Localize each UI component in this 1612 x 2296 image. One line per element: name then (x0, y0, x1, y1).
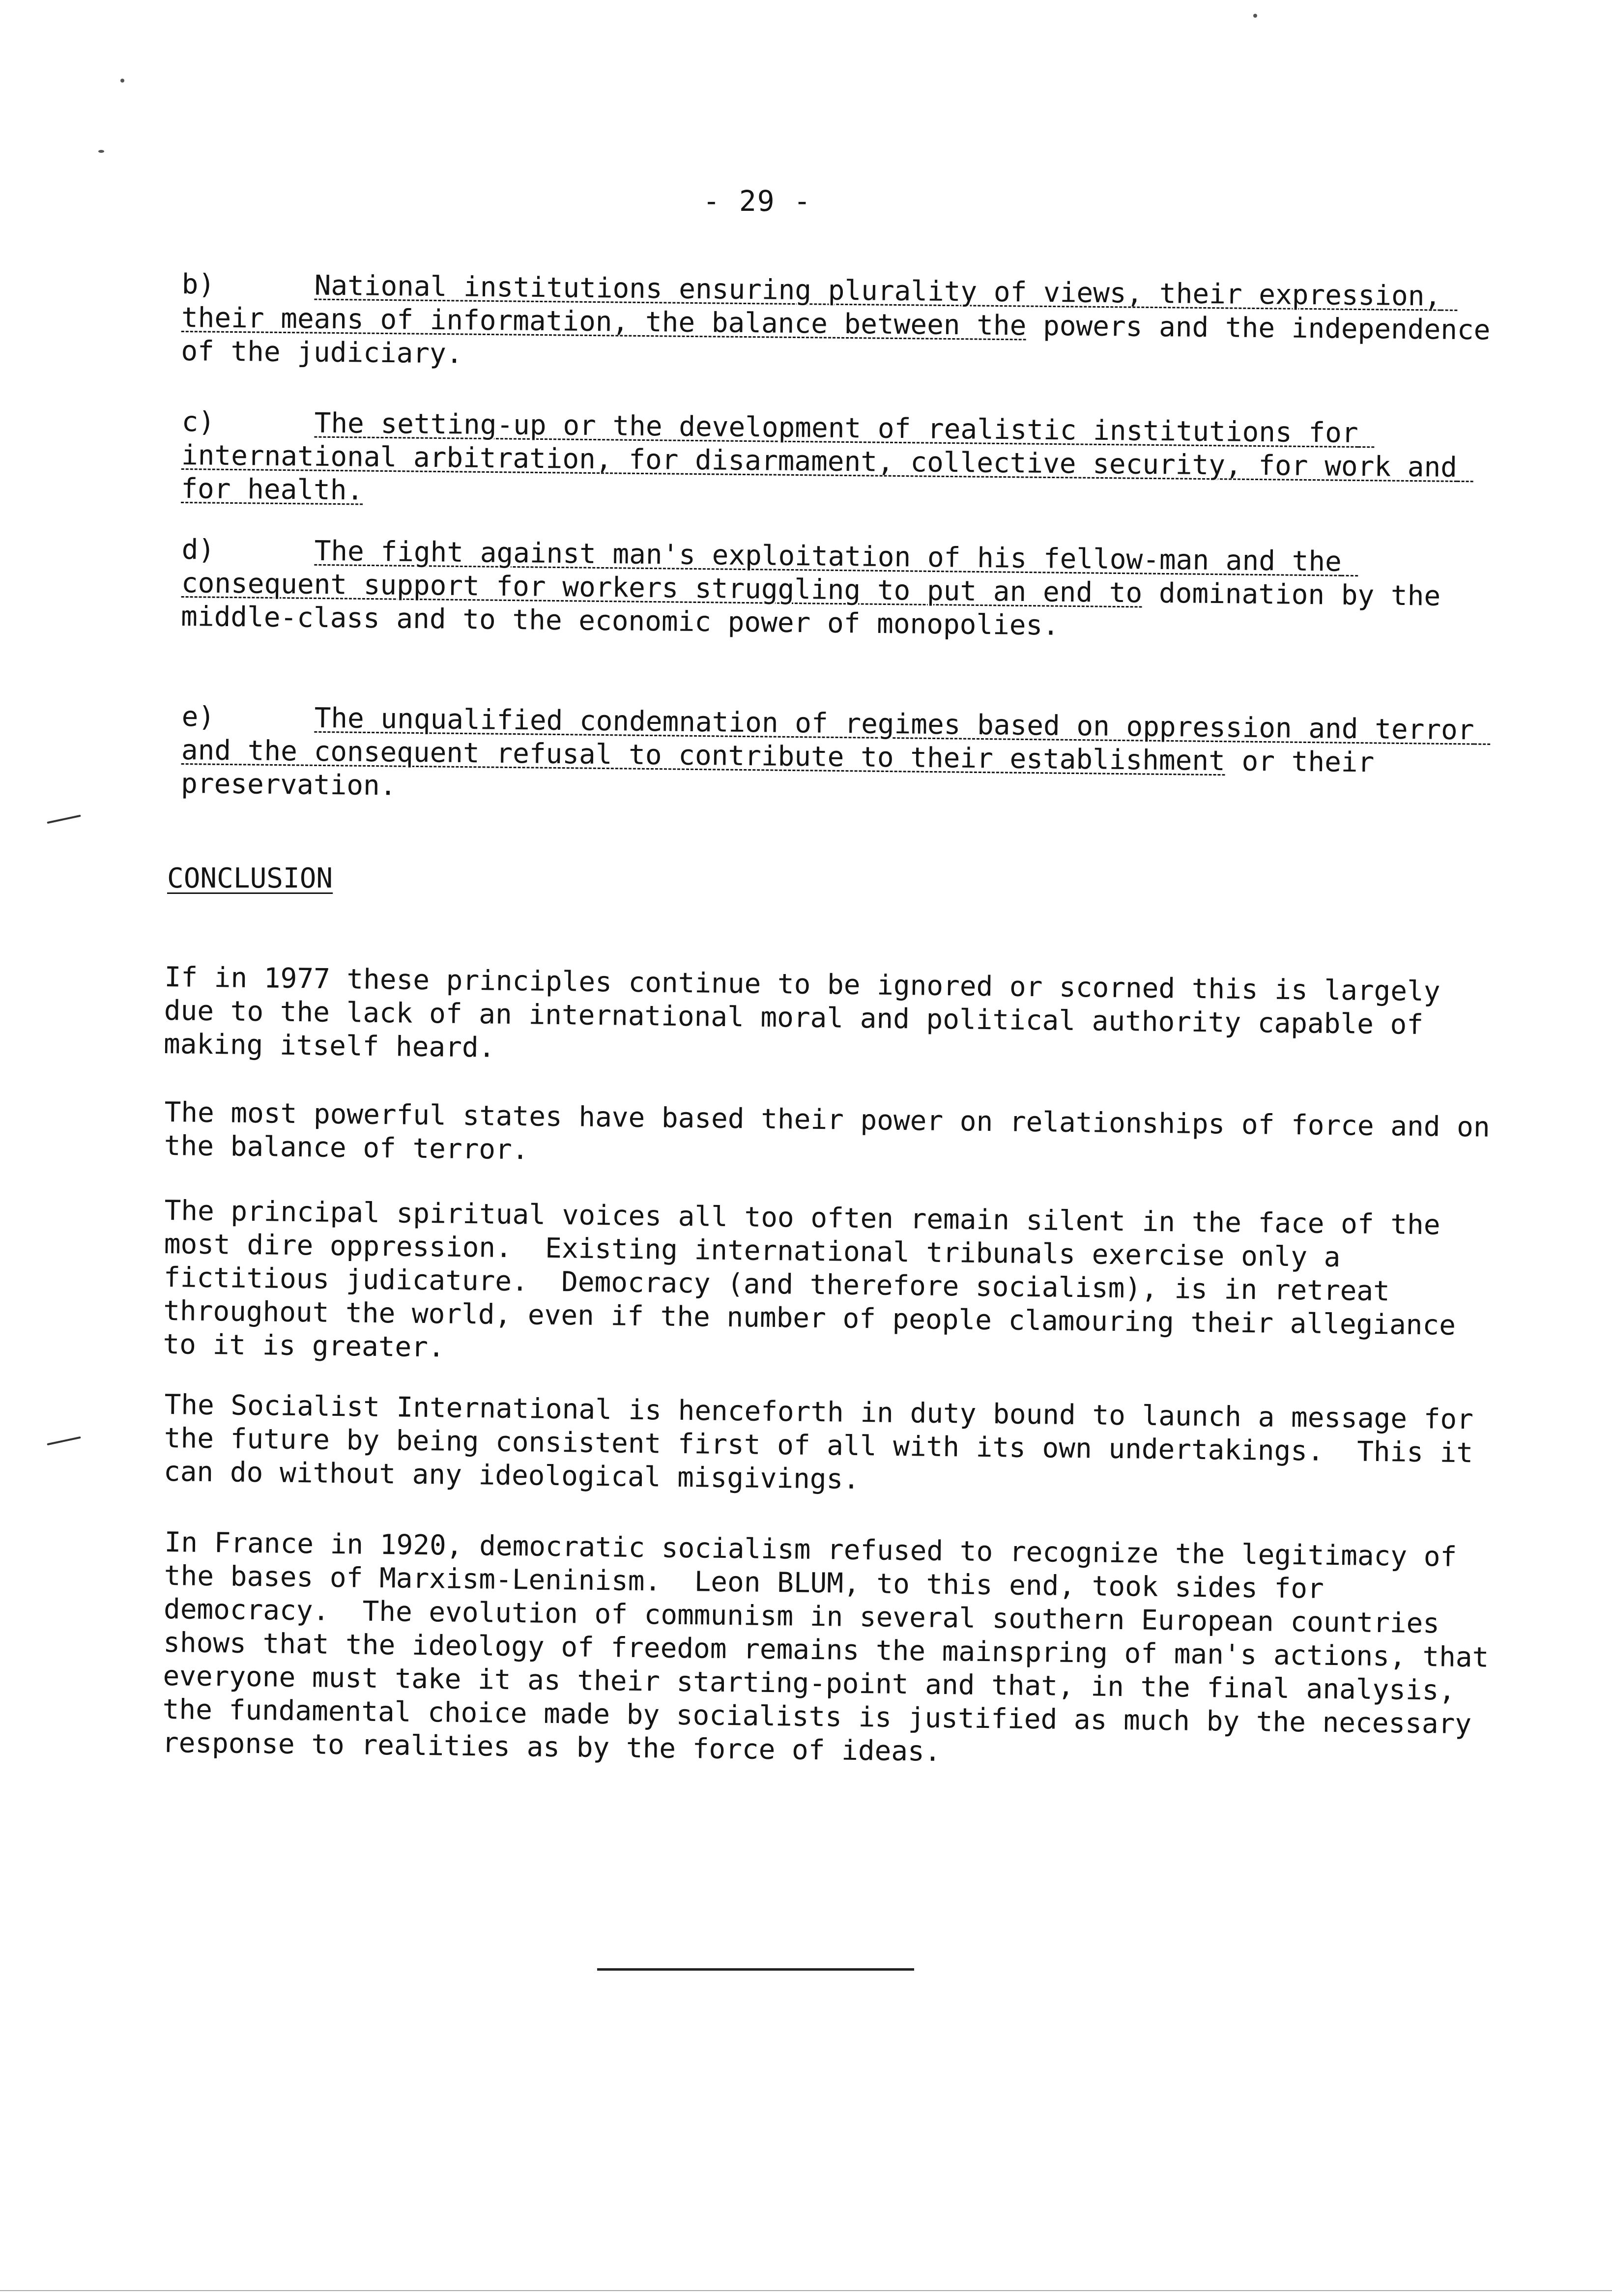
list-item-heading: National institutions ensuring plurality of views, their expression, their means of information, the balance between the (181, 269, 1458, 342)
list-item-heading: The fight against man's exploitation of his fellow-man and the consequent support for workers struggling to put an end to (181, 535, 1358, 609)
list-item-c (181, 405, 1509, 518)
paragraph: The Socialist International is henceforth in duty bound to launch a message for the future by being consistent first of all with its own undertakings. This it can do without any ideological misgivings. (163, 1389, 1491, 1496)
end-rule (597, 1968, 914, 1971)
list-marker: e) (181, 701, 215, 733)
list-item-heading: The setting-up or the development of realistic institutions for international arbitration, for disarmament, collective security, for work and for health. (181, 407, 1474, 507)
paragraph: The most powerful states have based their power on relationships of force and on the balance of terror. (164, 1096, 1507, 1166)
list-item-d (181, 533, 1509, 647)
paragraph: If in 1977 these principles continue to be ignored or scorned this is largely due to the lack of an international moral and political authority capable of making itself heard. (163, 961, 1457, 1064)
list-item-heading: The unqualified condemnation of regimes based on oppression and terror and the consequent refusal to contribute to their establishment (181, 702, 1491, 777)
page-number: - 29 - (703, 184, 812, 218)
page-speck (1253, 14, 1257, 18)
list-item-e (181, 700, 1509, 814)
margin-mark (47, 815, 81, 824)
paragraph: In France in 1920, democratic socialism refused to recognize the legitimacy of the bases of Marxism-Leninism. Leon BLUM, to this end, took sides for democracy. The evolution of communism in several southern European countries shows that the ideology of freedom remains the mainspring of man's actions, that everyone must take it as their starting-point and that, in the final analysis, the fundamental choice made by socialists is justified as much by the necessary response to realities as by the force of ideas. (162, 1526, 1506, 1768)
page-speck (120, 79, 124, 83)
list-marker: b) (181, 268, 215, 301)
list-item-text: powers and the independence of the judiciary. (181, 310, 1507, 370)
list-item-b (181, 268, 1509, 381)
paragraph: The principal spiritual voices all too often remain silent in the face of the most dire oppression. Existing international tribunals exercise only a fictitious judicature. Democracy (and therefore socialism), is in retreat throughout the world, even if the number of people clamouring their allegiance to it is greater. (163, 1195, 1472, 1364)
list-marker: c) (181, 405, 215, 438)
list-item-text: domination by the middle-class and to the economic power of monopolies. (180, 577, 1458, 642)
list-marker: d) (181, 534, 215, 566)
scan-edge (0, 2290, 1612, 2291)
margin-mark (47, 1436, 81, 1445)
list-item-text: or their preservation. (180, 745, 1391, 802)
page-speck (98, 150, 104, 153)
conclusion-heading: CONCLUSION (167, 862, 333, 894)
